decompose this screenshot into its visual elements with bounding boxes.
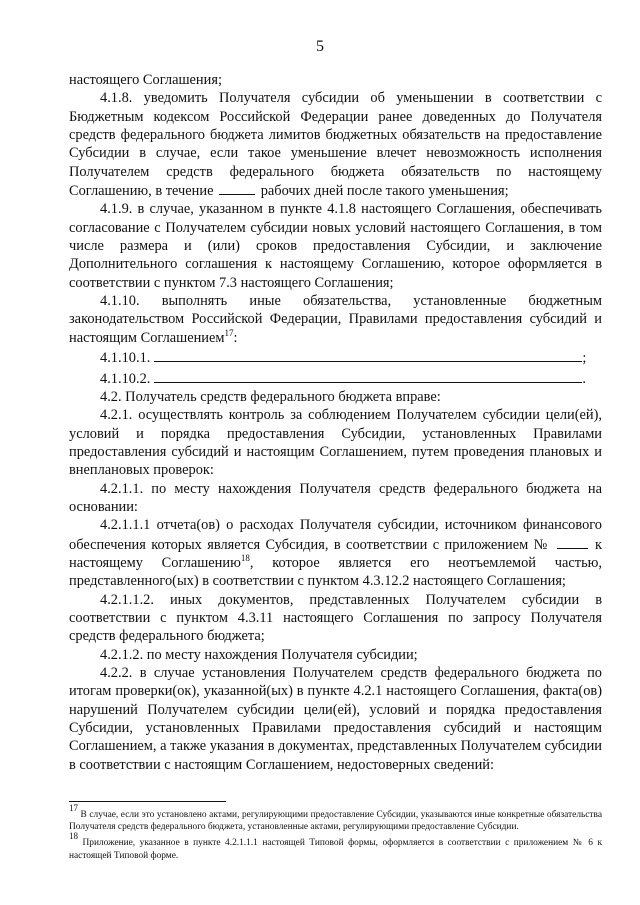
- paragraph: настоящего Соглашения;: [69, 72, 222, 88]
- blank-field: [219, 181, 255, 195]
- paragraph-text: рабочих дней после такого уменьшения;: [260, 183, 509, 200]
- footnote-17: [69, 803, 602, 833]
- paragraph-text: 4.1.8. уведомить Получателя субсидии об уменьшении в соответствии с Бюджетным кодексом Российской Федерации ранее доведенных до Получателя средств федерального бюджета лимитов бюджетных обязательств на предоставление Субсидии в случае, если такое уменьшение влечет невозможность исполнения Получателем средств федерального бюджета обязательств по настоящему Соглашению, в течение: [69, 90, 602, 200]
- paragraph-4-2-1: 4.2.1. осуществлять контроль за соблюдением Получателем субсидии цели(ей), условий и порядка предоставления Субсидии, установленных Правилами предоставления субсидий и настоящим Соглашением, путем проведения плановых и внеплановых проверок:: [69, 407, 602, 479]
- blank-line: [154, 368, 582, 383]
- paragraph-4-1-10: [69, 292, 602, 347]
- paragraph-4-2: 4.2. Получатель средств федерального бюджета вправе:: [100, 388, 441, 405]
- footnote-divider: [69, 801, 226, 802]
- paragraph-4-1-8: [69, 89, 602, 200]
- footnotes: [69, 803, 602, 865]
- paragraph-4-2-1-1-2: 4.2.1.1.2. иных документов, представленных Получателем субсидии в соответствии с пунктом 4.3.11 настоящего Соглашения по запросу Получателя средств федерального бюджета;: [69, 591, 602, 645]
- item-label: 4.1.10.1.: [100, 350, 151, 367]
- paragraph-text: :: [233, 329, 238, 346]
- blank-line: [154, 347, 582, 362]
- document-body: [69, 71, 602, 774]
- footnote-18: [69, 831, 602, 861]
- footnote-text: В случае, если это установлено актами, регулирующими предоставление Субсидии, указываются иные конкретные обязательства Получателя средств федерального бюджета, установленные актами, регулирующими предоставление Субсидии.: [69, 810, 602, 833]
- paragraph-4-2-1-2: 4.2.1.2. по месту нахождения Получателя субсидии;: [100, 646, 418, 663]
- paragraph-4-1-10-1: [69, 347, 602, 367]
- footnote-ref: 18: [240, 552, 250, 563]
- paragraph-4-1-10-2: [69, 368, 602, 388]
- footnote-mark: 17: [69, 803, 78, 813]
- item-label: 4.1.10.2.: [100, 370, 151, 387]
- item-end: .: [582, 370, 586, 387]
- footnote-mark: 18: [69, 831, 78, 842]
- footnote-ref: 17: [224, 327, 234, 338]
- footnote-text: Приложение, указанное в пункте 4.2.1.1.1 настоящей Типовой формы, оформляется в соответствии с приложением № 6 к настоящей Типовой форме.: [69, 838, 602, 861]
- paragraph-text: , которое является его неотъемлемой частью, представленного(ых) в соответствии с пунктом 4.3.12.2 настоящего Соглашения;: [69, 554, 602, 590]
- paragraph-text: 4.2.1.1.1 отчета(ов) о расходах Получателя субсидии, источником финансового обеспечения которых является Субсидия, в соответствии с приложением №: [69, 517, 602, 553]
- paragraph-4-1-9: 4.1.9. в случае, указанном в пункте 4.1.8 настоящего Соглашения, обеспечивать согласование с Получателем субсидии новых условий настоящего Соглашения, в том числе размера и (или) сроков предоставления Субсидии, и заключение Дополнительного соглашения к настоящему Соглашению, которое оформляется в соответствии с пунктом 7.3 настоящего Соглашения;: [69, 201, 602, 291]
- paragraph-4-2-1-1-1: [69, 516, 602, 590]
- paragraph-4-2-2: 4.2.2. в случае установления Получателем средств федерального бюджета по итогам проверки(ок), указанной(ых) в пункте 4.2.1 настоящего Соглашения, факта(ов) нарушений Получателем субсидии цели(ей), условий и порядка предоставления Субсидии, установленных Правилами предоставления субсидий и настоящим Соглашением, а также указания в документах, представленных Получателем субсидии в соответствии с настоящим Соглашением, недостоверных сведений:: [69, 665, 602, 773]
- paragraph-4-2-1-1: 4.2.1.1. по месту нахождения Получателя средств федерального бюджета на основании:: [69, 480, 602, 515]
- page-number: 5: [316, 38, 324, 55]
- item-end: ;: [582, 350, 587, 367]
- blank-field: [557, 535, 588, 549]
- paragraph-text: 4.1.10. выполнять иные обязательства, установленные бюджетным законодательством Российской Федерации, Правилами предоставления субсидий и настоящим Соглашением: [69, 293, 602, 346]
- paragraph-text: к настоящему Соглашению: [69, 536, 602, 571]
